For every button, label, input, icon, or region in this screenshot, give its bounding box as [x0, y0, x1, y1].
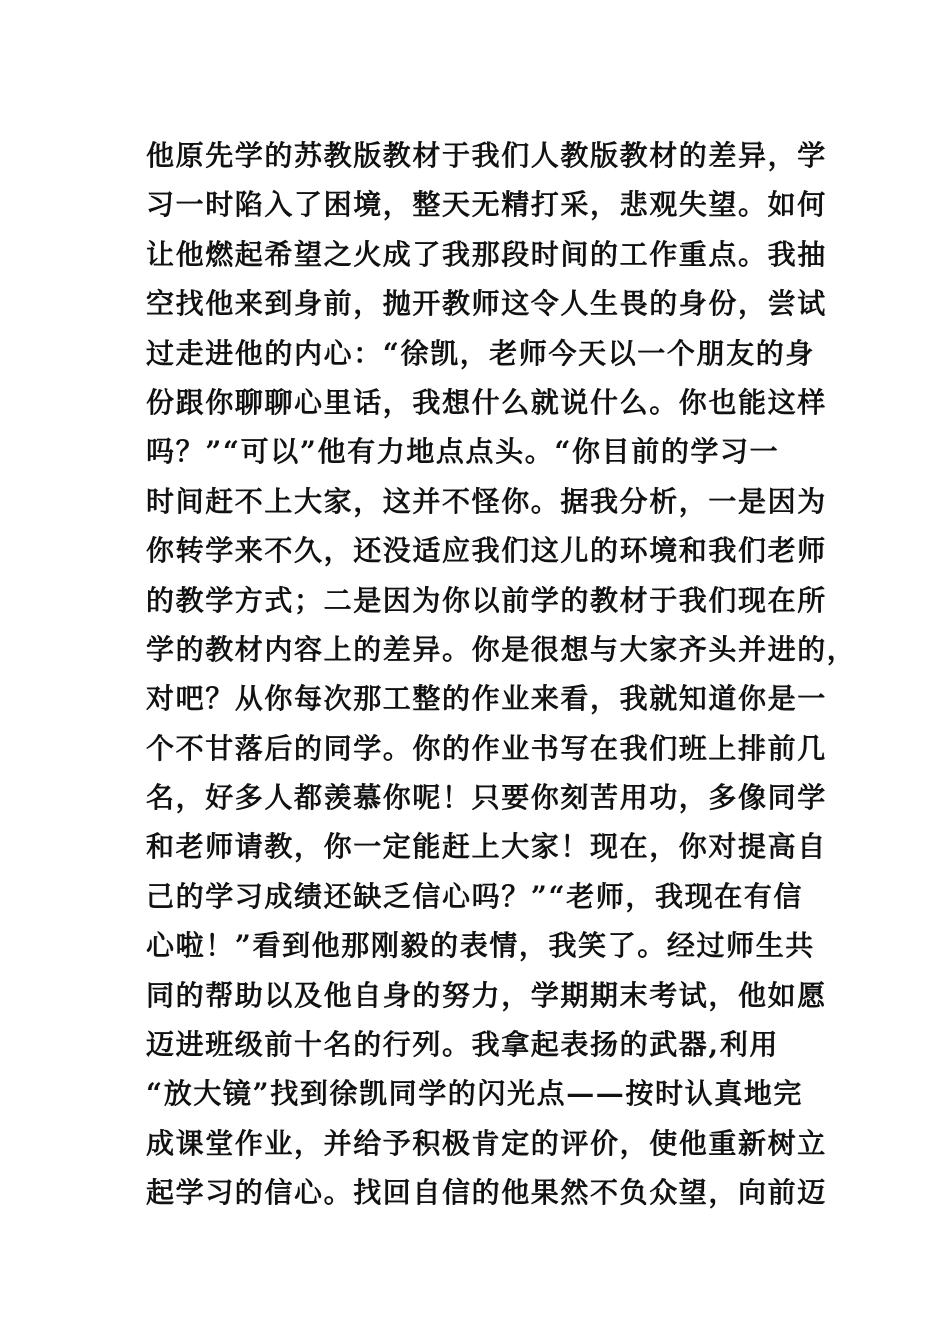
text-line: 过走进他的内心：“徐凯，老师今天以一个朋友的身 [146, 336, 815, 370]
text-line: 习一时陷入了困境，整天无精打采，悲观失望。如何 [146, 188, 827, 222]
body-text [146, 131, 857, 1218]
text-line: 和老师请教，你一定能赶上大家！现在，你对提高自 [146, 830, 827, 864]
text-line: 让他燃起希望之火成了我那段时间的工作重点。我抽 [146, 237, 827, 271]
text-line: “放大镜”找到徐凯同学的闪光点——按时认真地完 [146, 1077, 804, 1111]
text-line: 起学习的信心。找回自信的他果然不负众望，向前迈 [146, 1176, 827, 1210]
text-line: 时间赶不上大家，这并不怪你。据我分析，一是因为 [146, 484, 827, 518]
text-line: 己的学习成绩还缺乏信心吗？”“老师，我现在有信 [146, 879, 804, 913]
text-line: 空找他来到身前，抛开教师这令人生畏的身份，尝试 [146, 287, 827, 321]
text-line: 吗？”“可以”他有力地点点头。“你目前的学习一 [146, 435, 780, 469]
text-line: 学的教材内容上的差异。你是很想与大家齐头并进的， [146, 632, 857, 666]
text-line: 份跟你聊聊心里话，我想什么就说什么。你也能这样 [146, 385, 827, 419]
text-line: 成课堂作业，并给予积极肯定的评价，使他重新树立 [146, 1126, 827, 1160]
text-line: 心啦！”看到他那刚毅的表情，我笑了。经过师生共 [146, 929, 815, 963]
text-line: 你转学来不久，还没适应我们这儿的环境和我们老师 [146, 534, 827, 568]
text-line: 名，好多人都羡慕你呢！只要你刻苦用功，多像同学 [146, 781, 827, 815]
text-line: 对吧？从你每次那工整的作业来看，我就知道你是一 [146, 682, 827, 716]
text-line: 他原先学的苏教版教材于我们人教版教材的差异，学 [146, 139, 827, 172]
text-line: 个不甘落后的同学。你的作业书写在我们班上排前几 [146, 731, 827, 765]
text-line: 迈进班级前十名的行列。我拿起表扬的武器,利用 [146, 1028, 779, 1062]
text-line: 的教学方式；二是因为你以前学的教材于我们现在所 [146, 583, 827, 617]
text-line: 同的帮助以及他自身的努力，学期期末考试，他如愿 [146, 978, 827, 1012]
